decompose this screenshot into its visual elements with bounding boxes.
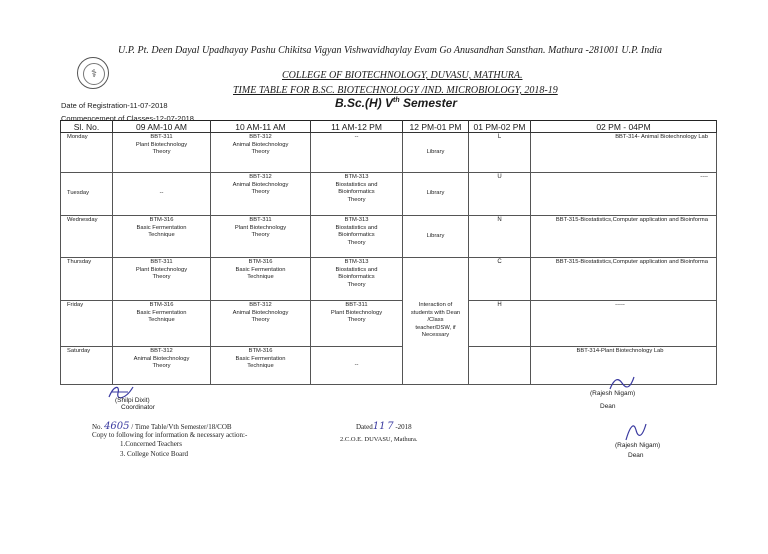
lab-cell: ----- xyxy=(531,301,717,347)
slot-cell: BBT-311 Plant Biotechnology Theory xyxy=(311,301,403,347)
dated-line: Dated11 7 -2018 xyxy=(356,421,412,432)
col-header-sl: Sl. No. xyxy=(61,121,113,133)
slot-cell: BBT-312 Animal Biotechnology Theory xyxy=(211,301,311,347)
lunch-letter: U xyxy=(469,173,531,216)
lunch-letter: L xyxy=(469,133,531,173)
slot-cell: BBT-311 Plant Biotechnology Theory xyxy=(113,133,211,173)
slot-cell: BTM-316 Basic Fermentation Technique xyxy=(211,347,311,385)
university-header: U.P. Pt. Deen Dayal Upadhayay Pashu Chikitsa Vigyan Vishwavidhaylay Evam Go Anusandhan Sansthan. Mathura -281001 U.P. India xyxy=(118,45,663,56)
registration-date: Date of Registration-11-07-2018 xyxy=(61,101,168,110)
lunch-letter: C xyxy=(469,258,531,301)
dean-signature-icon xyxy=(622,420,648,442)
slot-cell: BTM-313 Biostatistics and Bioinformatics Theory xyxy=(311,173,403,216)
slot-cell: -- xyxy=(311,347,403,385)
interaction-cell: Interaction of students with Dean /Class teacher/DSW, if Necessary xyxy=(403,258,469,385)
slot-cell: BTM-316 Basic Fermentation Technique xyxy=(113,216,211,258)
slot-cell: -- xyxy=(311,133,403,173)
library-cell: Library xyxy=(403,133,469,173)
slot-cell: BBT-311 Plant Biotechnology Theory xyxy=(211,216,311,258)
dean-name: (Rajesh Nigam) xyxy=(615,442,661,449)
timetable-title: TIME TABLE FOR B.SC. BIOTECHNOLOGY /IND. MICROBIOLOGY, 2018-19 xyxy=(233,85,558,96)
library-cell: Library xyxy=(403,216,469,258)
dean-signature-icon xyxy=(608,375,636,391)
timetable xyxy=(60,120,717,385)
dean-title: Dean xyxy=(628,452,644,459)
slot-cell: BBT-312 Animal Biotechnology Theory xyxy=(211,173,311,216)
slot-cell: BBT-312 Animal Biotechnology Theory xyxy=(113,347,211,385)
lab-cell: BBT-314- Animal Biotechnology Lab xyxy=(531,133,717,173)
table-row xyxy=(61,216,717,258)
lunch-letter: H xyxy=(469,301,531,347)
col-header-2pm: 02 PM - 04PM xyxy=(531,121,717,133)
lab-cell: ---- xyxy=(531,173,717,216)
table-row xyxy=(61,301,717,347)
table-row xyxy=(61,258,717,301)
cc-list-item: 3. College Notice Board xyxy=(120,450,189,458)
day-cell: Monday xyxy=(61,133,113,173)
slot-cell: BTM-316 Basic Fermentation Technique xyxy=(113,301,211,347)
day-cell: Thursday xyxy=(61,258,113,301)
slot-cell: BTM-316 Basic Fermentation Technique xyxy=(211,258,311,301)
reference-number: No. 4605 / Time Table/Vth Semester/18/COB xyxy=(92,421,232,432)
day-cell: Wednesday xyxy=(61,216,113,258)
dean-title: Dean xyxy=(600,403,616,410)
col-header-1pm: 01 PM-02 PM xyxy=(469,121,531,133)
library-cell: Library xyxy=(403,173,469,216)
table-row xyxy=(61,173,717,216)
col-header-12pm: 12 PM-01 PM xyxy=(403,121,469,133)
col-header-9am: 09 AM-10 AM xyxy=(113,121,211,133)
header-row xyxy=(61,121,717,133)
cc-list-item: 2.C.O.E. DUVASU, Mathura. xyxy=(340,436,418,443)
slot-cell: BBT-311 Plant Biotechnology Theory xyxy=(113,258,211,301)
table-row xyxy=(61,133,717,173)
program-title: B.Sc.(H) Vth Semester xyxy=(335,96,458,110)
lab-cell: BBT-315-Biostatistics,Computer application and Bioinforma xyxy=(531,258,717,301)
col-header-10am: 10 AM-11 AM xyxy=(211,121,311,133)
lunch-letter xyxy=(469,347,531,385)
col-header-11am: 11 AM-12 PM xyxy=(311,121,403,133)
day-cell: Friday xyxy=(61,301,113,347)
lab-cell: BBT-315-Biostatistics,Computer application and Bioinforma xyxy=(531,216,717,258)
slot-cell: -- xyxy=(113,173,211,216)
university-logo-icon: ⚕ xyxy=(77,57,109,89)
day-cell: Saturday xyxy=(61,347,113,385)
copy-to-line: Copy to following for information & necessary action:- xyxy=(92,431,248,439)
cc-list-item: 1.Concerned Teachers xyxy=(120,440,182,448)
commencement-date: Commencement of Classes-12-07-2018 xyxy=(61,114,194,123)
slot-cell: BTM-313 Biostatistics and Bioinformatics Theory xyxy=(311,258,403,301)
lunch-letter: N xyxy=(469,216,531,258)
lab-cell: BBT-314-Plant Biotechnology Lab xyxy=(531,347,717,385)
dean-name: (Rajesh Nigam) xyxy=(590,390,636,397)
slot-cell: BTM-313 Biostatistics and Bioinformatics Theory xyxy=(311,216,403,258)
day-cell: Tuesday xyxy=(61,173,113,216)
slot-cell: BBT-312 Animal Biotechnology Theory xyxy=(211,133,311,173)
coordinator-title: Coordinator xyxy=(121,404,155,411)
college-title: COLLEGE OF BIOTECHNOLOGY, DUVASU, MATHURA. xyxy=(282,70,523,81)
coordinator-name: (Shilpi Dixit) xyxy=(115,397,150,404)
